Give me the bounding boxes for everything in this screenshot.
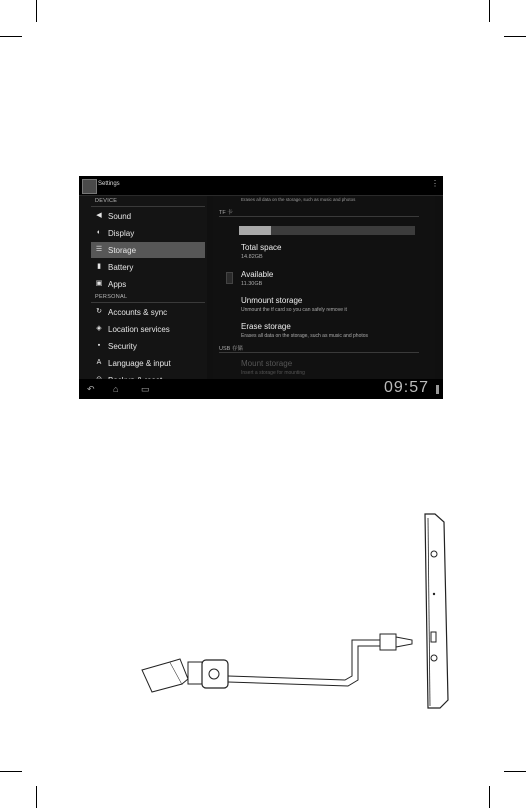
usb-connection-illustration <box>130 510 460 720</box>
usage-bar-fill <box>239 226 271 235</box>
sidebar-item-location[interactable] <box>91 321 205 337</box>
sidebar-item-security[interactable] <box>91 338 205 354</box>
sidebar-item-label: Location services <box>108 325 170 334</box>
recent-apps-icon[interactable]: ▭ <box>141 384 150 394</box>
sidebar-item-language[interactable] <box>91 355 205 371</box>
tf-card-header: TF 卡 <box>219 210 233 216</box>
tablet-side-view-icon <box>425 514 448 708</box>
divider <box>91 302 205 303</box>
brightness-icon: ◐ <box>96 229 102 236</box>
available-value: 11.30GB <box>241 281 263 287</box>
speaker-icon: ◀ <box>96 212 102 219</box>
usb-storage-header: USB 存储 <box>219 346 243 352</box>
storage-pane <box>213 196 435 379</box>
storage-icon: ☰ <box>95 246 103 253</box>
apps-icon: ▣ <box>95 280 103 287</box>
sidebar-item-sound[interactable] <box>91 208 205 224</box>
crop-mark <box>489 0 490 22</box>
crop-mark <box>0 771 22 772</box>
settings-screenshot <box>79 176 443 399</box>
otg-adapter-icon <box>188 660 228 688</box>
sidebar-item-label: Language & input <box>108 359 171 368</box>
unmount-storage-desc: Unmount the tf card so you can safely remove it <box>241 307 347 313</box>
total-space-value: 14.82GB <box>241 254 263 260</box>
erase-storage-desc: Erases all data on the storage, such as music and photos <box>241 333 369 339</box>
settings-app-icon[interactable] <box>82 179 97 194</box>
erase-storage-title[interactable]: Erase storage <box>241 322 291 331</box>
battery-status-icon <box>436 385 439 394</box>
mount-storage-title[interactable]: Mount storage <box>241 359 293 368</box>
sidebar-item-display[interactable] <box>91 225 205 241</box>
sidebar-item-label: Storage <box>108 246 137 255</box>
sidebar-item-label: Sound <box>108 212 132 221</box>
micro-usb-plug-icon <box>380 634 412 650</box>
action-bar <box>79 176 443 196</box>
divider <box>91 206 205 207</box>
total-space-title: Total space <box>241 243 282 252</box>
clock: 09:57 <box>383 379 429 396</box>
sync-icon: ↻ <box>96 308 102 315</box>
sidebar-item-battery[interactable] <box>91 259 205 275</box>
sidebar-item-label: Battery <box>108 263 134 272</box>
personal-section-header: PERSONAL <box>95 294 128 300</box>
usb-flash-drive-icon <box>142 659 188 692</box>
divider <box>219 352 419 353</box>
sidebar-item-accounts[interactable] <box>91 304 205 320</box>
mount-storage-desc: Insert a storage for mounting <box>241 370 305 376</box>
available-color-swatch <box>226 272 233 284</box>
crop-mark <box>489 786 490 808</box>
back-icon[interactable]: ↶ <box>87 384 95 394</box>
unmount-storage-title[interactable]: Unmount storage <box>241 296 303 305</box>
available-title: Available <box>241 270 274 279</box>
sidebar-item-storage[interactable] <box>91 242 205 258</box>
crop-mark <box>0 36 22 37</box>
sidebar-item-label: Apps <box>108 280 127 289</box>
sidebar-item-apps[interactable] <box>91 276 205 292</box>
crop-mark <box>36 786 37 808</box>
crop-mark <box>504 36 526 37</box>
sidebar-item-label: Accounts & sync <box>108 308 168 317</box>
home-icon[interactable]: ⌂ <box>113 384 119 394</box>
system-navigation-bar <box>79 379 443 399</box>
sidebar-item-label: Security <box>108 342 137 351</box>
settings-sidebar <box>79 196 207 379</box>
crop-mark <box>36 0 37 22</box>
device-section-header: DEVICE <box>95 198 118 204</box>
location-icon: ◈ <box>96 325 102 332</box>
lock-icon: ▪ <box>97 342 101 349</box>
storage-usage-bar <box>239 226 415 235</box>
app-title: Settings <box>98 181 120 187</box>
storage-top-desc: Erases all data on the storage, such as music and photos <box>241 197 356 202</box>
divider <box>219 216 419 217</box>
overflow-menu-icon[interactable]: ⋮ <box>431 179 439 188</box>
crop-mark <box>504 771 526 772</box>
sidebar-item-label: Display <box>108 229 135 238</box>
battery-icon: ▮ <box>97 263 101 270</box>
keyboard-icon: A <box>96 359 102 366</box>
